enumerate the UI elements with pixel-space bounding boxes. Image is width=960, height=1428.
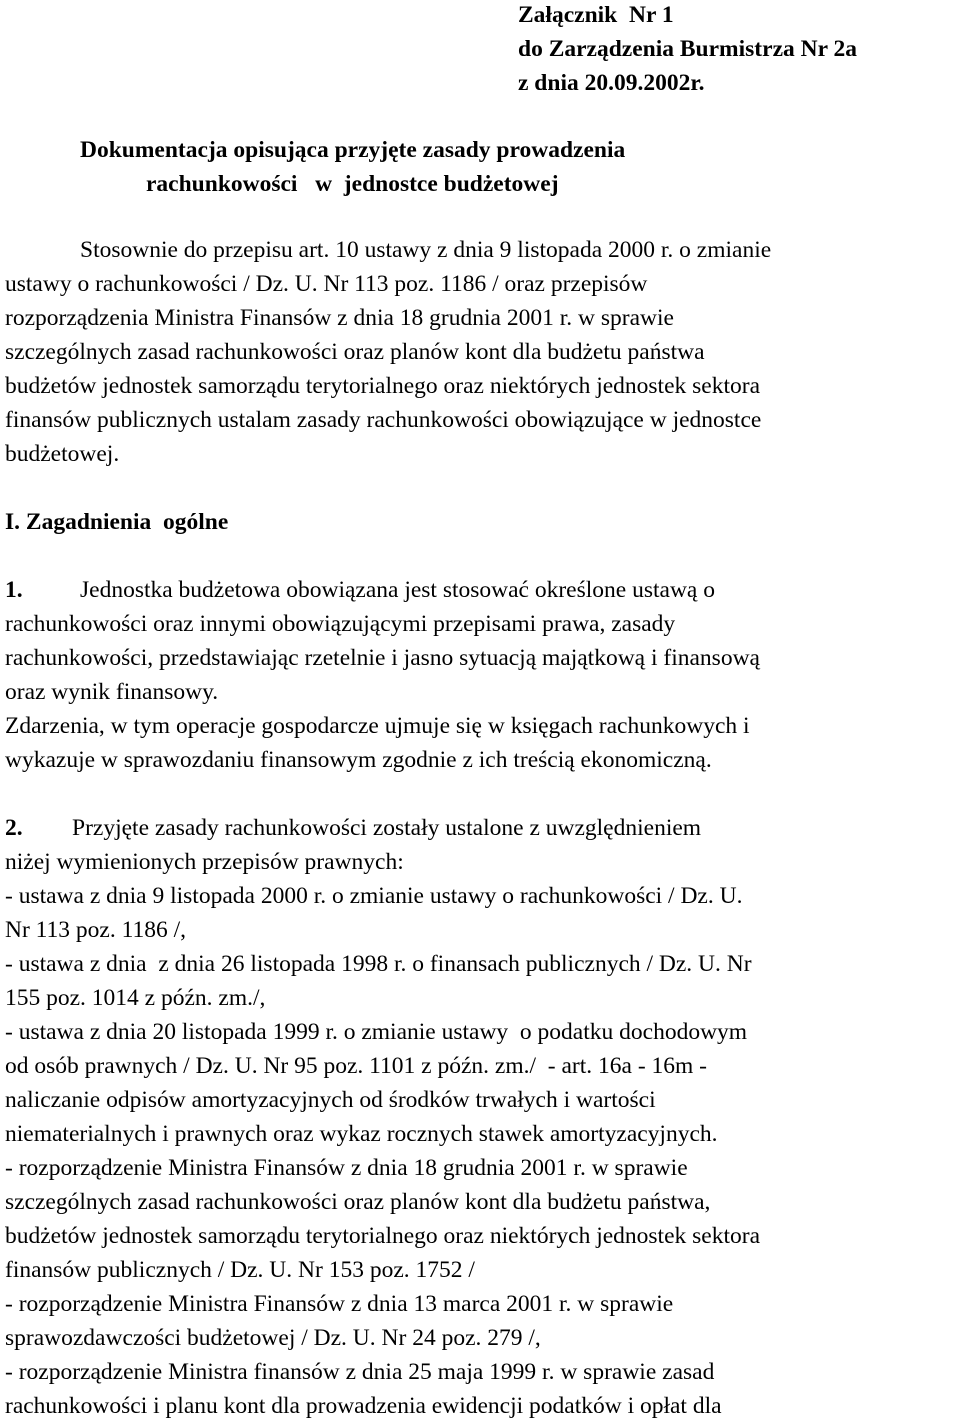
section-heading: I. Zagadnienia ogólne bbox=[5, 509, 229, 535]
point-2-line: finansów publicznych / Dz. U. Nr 153 poz. 1752 / bbox=[5, 1257, 475, 1283]
point-2-line: Przyjęte zasady rachunkowości zostały ustalone z uwzględnieniem bbox=[72, 815, 702, 841]
point-2-line: - ustawa z dnia 9 listopada 2000 r. o zmianie ustawy o rachunkowości / Dz. U. bbox=[5, 883, 743, 909]
intro-line: finansów publicznych ustalam zasady rachunkowości obowiązujące w jednostce bbox=[5, 407, 762, 433]
point-2-line: - ustawa z dnia 20 listopada 1999 r. o zmianie ustawy o podatku dochodowym bbox=[5, 1019, 748, 1045]
point-2-number: 2. bbox=[5, 815, 23, 841]
point-1-line: wykazuje w sprawozdaniu finansowym zgodnie z ich treścią ekonomiczną. bbox=[5, 747, 712, 773]
point-2-line: - rozporządzenie Ministra finansów z dnia 25 maja 1999 r. w sprawie zasad bbox=[5, 1359, 715, 1385]
point-2-line: naliczanie odpisów amortyzacyjnych od środków trwałych i wartości bbox=[5, 1087, 656, 1113]
attachment-date: z dnia 20.09.2002r. bbox=[518, 70, 705, 96]
attachment-number: Załącznik Nr 1 bbox=[518, 2, 674, 28]
point-1-line: Zdarzenia, w tym operacje gospodarcze ujmuje się w księgach rachunkowych i bbox=[5, 713, 750, 739]
point-2-line: - rozporządzenie Ministra Finansów z dnia 18 grudnia 2001 r. w sprawie bbox=[5, 1155, 688, 1181]
intro-line: budżetowej. bbox=[5, 441, 120, 467]
intro-line: Stosownie do przepisu art. 10 ustawy z dnia 9 listopada 2000 r. o zmianie bbox=[80, 237, 772, 263]
intro-line: rozporządzenia Ministra Finansów z dnia 18 grudnia 2001 r. w sprawie bbox=[5, 305, 674, 331]
point-2-line: 155 poz. 1014 z późn. zm./, bbox=[5, 985, 266, 1011]
point-1-line: oraz wynik finansowy. bbox=[5, 679, 219, 705]
point-1-line: rachunkowości, przedstawiając rzetelnie i jasno sytuacją majątkową i finansową bbox=[5, 645, 760, 671]
point-2-line: sprawozdawczości budżetowej / Dz. U. Nr 24 poz. 279 /, bbox=[5, 1325, 541, 1351]
point-2-line: niżej wymienionych przepisów prawnych: bbox=[5, 849, 404, 875]
point-2-line: od osób prawnych / Dz. U. Nr 95 poz. 1101 z późn. zm./ - art. 16a - 16m - bbox=[5, 1053, 708, 1079]
point-2-line: szczególnych zasad rachunkowości oraz planów kont dla budżetu państwa, bbox=[5, 1189, 711, 1215]
attachment-ordinance: do Zarządzenia Burmistrza Nr 2a bbox=[518, 36, 857, 62]
point-2-line: - rozporządzenie Ministra Finansów z dnia 13 marca 2001 r. w sprawie bbox=[5, 1291, 674, 1317]
intro-line: szczególnych zasad rachunkowości oraz planów kont dla budżetu państwa bbox=[5, 339, 705, 365]
point-2-line: rachunkowości i planu kont dla prowadzenia ewidencji podatków i opłat dla bbox=[5, 1393, 722, 1419]
document-title-line-1: Dokumentacja opisująca przyjęte zasady prowadzenia bbox=[80, 137, 626, 163]
point-2-line: Nr 113 poz. 1186 /, bbox=[5, 917, 187, 943]
point-1-number: 1. bbox=[5, 577, 23, 603]
point-1-line: rachunkowości oraz innymi obowiązującymi przepisami prawa, zasady bbox=[5, 611, 676, 637]
document-title-line-2: rachunkowości w jednostce budżetowej bbox=[146, 171, 559, 197]
intro-line: ustawy o rachunkowości / Dz. U. Nr 113 poz. 1186 / oraz przepisów bbox=[5, 271, 648, 297]
point-2-line: niematerialnych i prawnych oraz wykaz rocznych stawek amortyzacyjnych. bbox=[5, 1121, 718, 1147]
point-2-line: - ustawa z dnia z dnia 26 listopada 1998 r. o finansach publicznych / Dz. U. Nr bbox=[5, 951, 752, 977]
point-1-line: Jednostka budżetowa obowiązana jest stosować określone ustawą o bbox=[80, 577, 715, 603]
point-2-line: budżetów jednostek samorządu terytorialnego oraz niektórych jednostek sektora bbox=[5, 1223, 761, 1249]
intro-line: budżetów jednostek samorządu terytorialnego oraz niektórych jednostek sektora bbox=[5, 373, 761, 399]
